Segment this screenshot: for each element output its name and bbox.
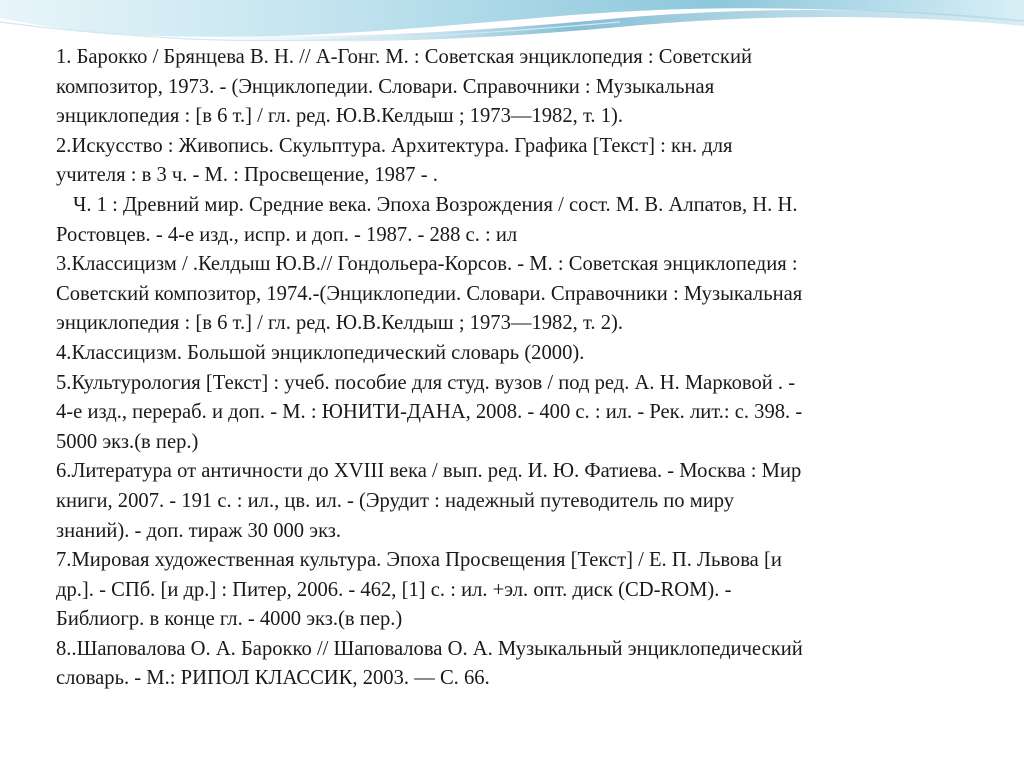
reference-line: знаний). - доп. тираж 30 000 экз.: [56, 519, 342, 542]
reference-line: 5000 экз.(в пер.): [56, 430, 199, 453]
reference-line: 1. Барокко / Брянцева В. Н. // А-Гонг. М. : Советская энциклопедия : Советский: [56, 46, 752, 68]
reference-line: 5.Культурология [Текст] : учеб. пособие для студ. вузов / под ред. А. Н. Марковой . -: [56, 371, 796, 394]
reference-line: Ростовцев. - 4-е изд., испр. и доп. - 1987. - 288 с. : ил: [56, 223, 518, 246]
reference-line: энциклопедия : [в 6 т.] / гл. ред. Ю.В.Келдыш ; 1973—1982, т. 2).: [56, 312, 624, 335]
reference-line: композитор, 1973. - (Энциклопедии. Словари. Справочники : Музыкальная: [56, 75, 715, 98]
reference-line: 8..Шаповалова О. А. Барокко // Шаповалова О. А. Музыкальный энциклопедический: [56, 637, 803, 660]
reference-line: 3.Классицизм / .Келдыш Ю.В.// Гондольера-Корсов. - М. : Советская энциклопедия :: [56, 253, 798, 276]
reference-line: книги, 2007. - 191 с. : ил., цв. ил. - (Эрудит : надежный путеводитель по миру: [56, 489, 735, 512]
reference-line: 6.Литература от античности до XVIII века / вып. ред. И. Ю. Фатиева. - Москва : Мир: [56, 460, 802, 483]
reference-line: Ч. 1 : Древний мир. Средние века. Эпоха Возрождения / сост. М. В. Алпатов, Н. Н.: [73, 193, 798, 216]
reference-line: учителя : в 3 ч. - М. : Просвещение, 1987 - .: [56, 164, 438, 187]
reference-line: 4.Классицизм. Большой энциклопедический словарь (2000).: [56, 341, 585, 364]
reference-line: Советский композитор, 1974.-(Энциклопедии. Словари. Справочники : Музыкальная: [56, 282, 803, 305]
reference-line: др.]. - СПб. [и др.] : Питер, 2006. - 462, [1] с. : ил. +эл. опт. диск (CD-ROM). -: [56, 578, 732, 601]
reference-line: Библиогр. в конце гл. - 4000 экз.(в пер.): [56, 608, 403, 631]
reference-line: 2.Искусство : Живопись. Скульптура. Архитектура. Графика [Текст] : кн. для: [56, 134, 733, 157]
reference-line: энциклопедия : [в 6 т.] / гл. ред. Ю.В.Келдыш ; 1973—1982, т. 1).: [56, 105, 624, 128]
bibliography-text: [56, 43, 1006, 694]
reference-line: 4-е изд., перераб. и доп. - М. : ЮНИТИ-ДАНА, 2008. - 400 с. : ил. - Рек. лит.: с. 398. -: [56, 401, 803, 424]
reference-line: 7.Мировая художественная культура. Эпоха Просвещения [Текст] / Е. П. Львова [и: [56, 549, 782, 572]
reference-line: словарь. - М.: РИПОЛ КЛАССИК, 2003. — С. 66.: [56, 667, 490, 690]
